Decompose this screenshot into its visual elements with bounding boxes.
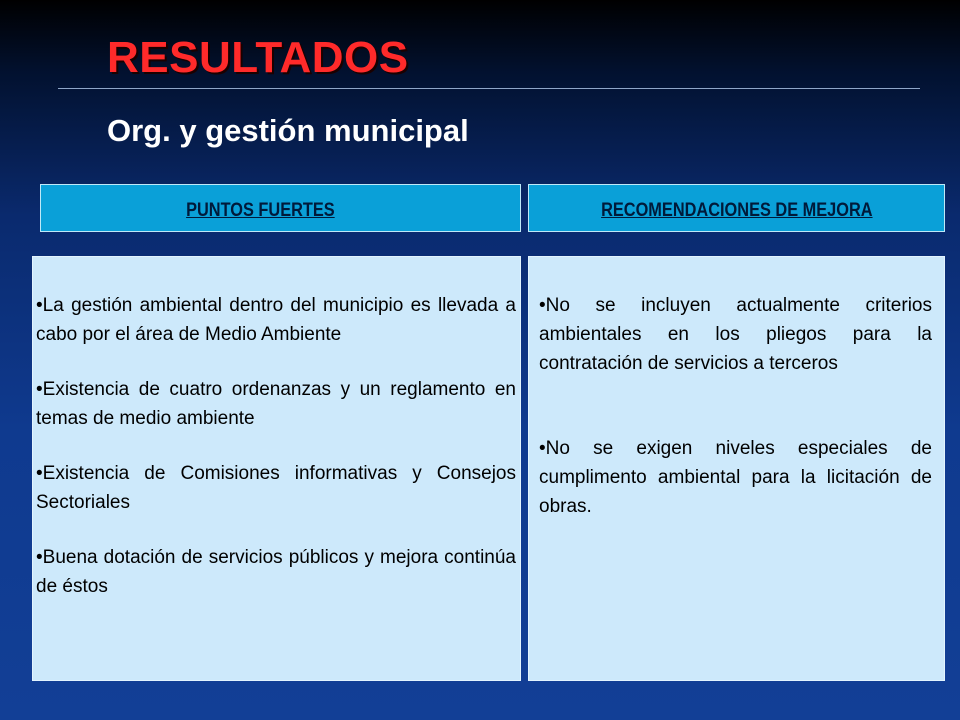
- recommendations-list: [528, 256, 945, 681]
- strength-item: •La gestión ambiental dentro del municipio es llevada a cabo por el área de Medio Ambiente: [36, 295, 516, 345]
- slide-subtitle: Org. y gestión municipal: [107, 113, 469, 148]
- strengths-list: [32, 256, 521, 681]
- recommendations-header-label: RECOMENDACIONES DE MEJORA: [600, 200, 873, 221]
- strengths-header: [40, 184, 521, 232]
- recommendation-item: •No se exigen niveles especiales de cumplimento ambiental para la licitación de obras.: [539, 438, 932, 517]
- slide-title: RESULTADOS: [107, 33, 409, 82]
- recommendations-header: [528, 184, 945, 232]
- strengths-header-label: PUNTOS FUERTES: [186, 200, 335, 221]
- strength-item: •Existencia de Comisiones informativas y Consejos Sectoriales: [36, 463, 516, 513]
- title-divider: [58, 88, 920, 89]
- strength-item: •Existencia de cuatro ordenanzas y un reglamento en temas de medio ambiente: [36, 379, 516, 429]
- strength-item: •Buena dotación de servicios públicos y mejora continúa de éstos: [36, 547, 516, 597]
- recommendation-item: •No se incluyen actualmente criterios ambientales en los pliegos para la contratación de servicios a terceros: [539, 295, 932, 374]
